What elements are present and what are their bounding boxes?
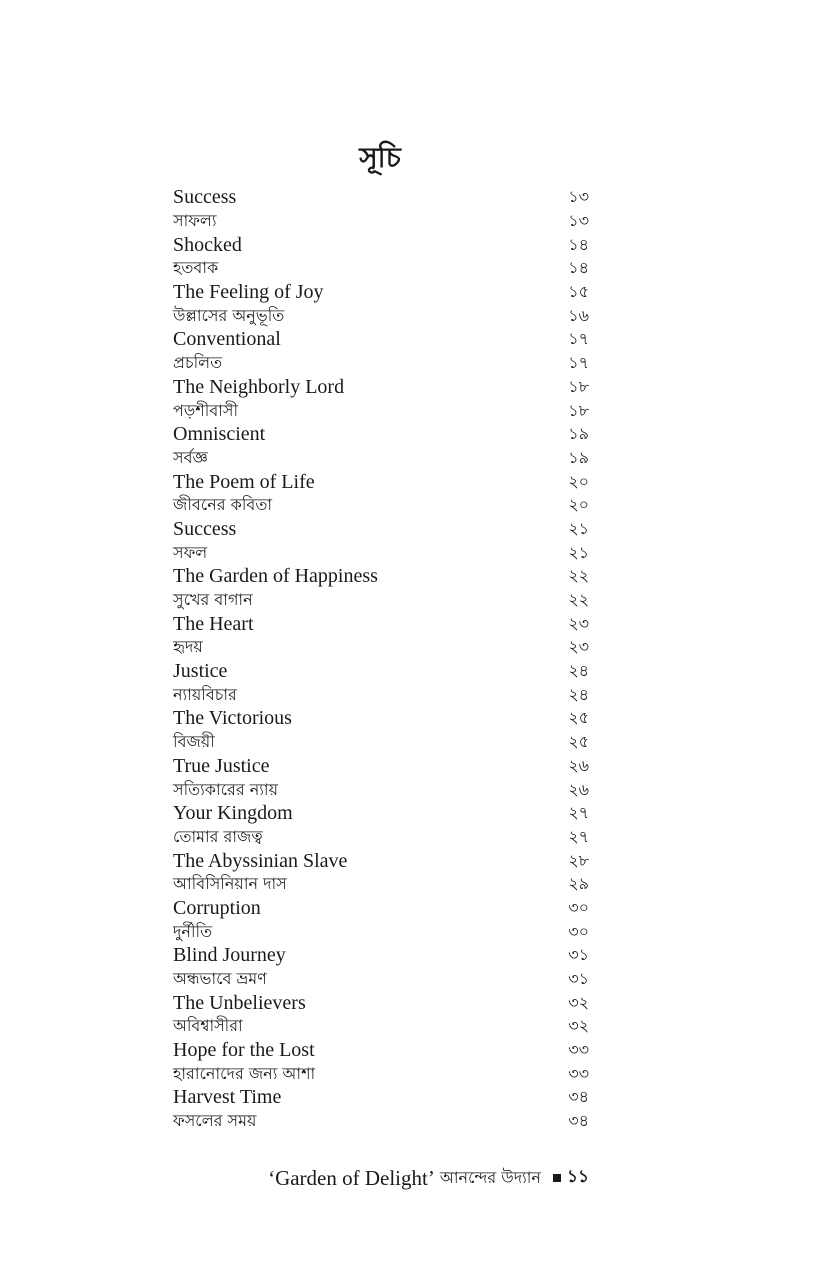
toc-entry-title: সফল bbox=[173, 542, 208, 562]
toc-entry bbox=[173, 897, 589, 921]
toc-entry bbox=[173, 304, 589, 328]
toc-entry-page: ২৮ bbox=[568, 850, 589, 870]
toc-entry-page: ২৩ bbox=[568, 637, 589, 657]
toc-entry bbox=[173, 1086, 589, 1110]
toc-entry-title: The Feeling of Joy bbox=[173, 281, 324, 304]
toc-entry bbox=[173, 1062, 589, 1086]
toc-entry bbox=[173, 802, 589, 826]
toc-entry-title: Justice bbox=[173, 660, 228, 683]
page-title: সূচি bbox=[359, 141, 401, 174]
toc-entry-title: Harvest Time bbox=[173, 1086, 282, 1109]
toc-entry-title: Conventional bbox=[173, 328, 281, 351]
toc-entry-page: ২১ bbox=[568, 518, 589, 538]
toc-entry-page: ১৬ bbox=[568, 305, 589, 325]
toc-entry-page: ১৪ bbox=[568, 258, 589, 278]
toc-entry-page: ৩১ bbox=[568, 969, 589, 989]
toc-entry-page: ২০ bbox=[568, 495, 589, 515]
toc-entry-page: ১৭ bbox=[568, 353, 589, 373]
toc-entry-title: ন্যায়বিচার bbox=[173, 684, 237, 704]
toc-entry-page: ১৩ bbox=[568, 211, 589, 231]
footer-square-icon bbox=[553, 1174, 561, 1182]
toc-entry-page: ২১ bbox=[568, 542, 589, 562]
toc-entry-title: আবিসিনিয়ান দাস bbox=[173, 874, 287, 894]
toc-entry-title: The Neighborly Lord bbox=[173, 375, 345, 398]
toc-entry-page: ২৯ bbox=[568, 874, 589, 894]
toc-entry-title: Success bbox=[173, 517, 237, 540]
toc-entry-title: Success bbox=[173, 186, 237, 209]
toc-entry bbox=[173, 494, 589, 518]
toc-entry-title: তোমার রাজত্ব bbox=[173, 826, 263, 846]
toc-entry-page: ২৭ bbox=[568, 826, 589, 846]
toc-entry-page: ৩৩ bbox=[568, 1063, 589, 1083]
toc-entry-page: ১৮ bbox=[568, 376, 589, 396]
toc-entry bbox=[173, 1110, 589, 1134]
toc-entry-page: ১৩ bbox=[568, 187, 589, 207]
toc-entry-title: The Garden of Happiness bbox=[173, 565, 378, 588]
page-footer bbox=[268, 1164, 589, 1192]
toc-entry bbox=[173, 565, 589, 589]
footer-book-title-bn: আনন্দের উদ্যান bbox=[439, 1167, 541, 1187]
toc-entry-page: ২২ bbox=[568, 590, 589, 610]
toc-entry-title: সাফল্য bbox=[173, 211, 217, 231]
toc-entry-page: ৩২ bbox=[568, 1016, 589, 1036]
toc-entry-page: ১৯ bbox=[568, 447, 589, 467]
toc-entry-title: Shocked bbox=[173, 233, 242, 256]
toc-entry-title: বিজয়ী bbox=[173, 732, 215, 752]
toc-entry-page: ২৫ bbox=[568, 708, 589, 728]
toc-entry-page: ৩৪ bbox=[568, 1087, 589, 1107]
toc-entry-page: ২২ bbox=[568, 566, 589, 586]
toc-entry bbox=[173, 399, 589, 423]
toc-entry-title: Blind Journey bbox=[173, 944, 286, 967]
toc-entry bbox=[173, 991, 589, 1015]
toc-entry-page: ২৪ bbox=[568, 661, 589, 681]
toc-entry-title: হারানোদের জন্য আশা bbox=[173, 1063, 316, 1083]
toc-entry bbox=[173, 328, 589, 352]
toc-entry bbox=[173, 731, 589, 755]
table-of-contents bbox=[173, 186, 589, 1134]
toc-entry bbox=[173, 281, 589, 305]
toc-entry-title: উল্লাসের অনুভূতি bbox=[173, 305, 285, 325]
toc-entry bbox=[173, 447, 589, 471]
toc-entry-title: ফসলের সময় bbox=[173, 1111, 257, 1131]
toc-entry-page: ১৯ bbox=[568, 424, 589, 444]
toc-entry bbox=[173, 210, 589, 234]
toc-entry-page: ৩০ bbox=[568, 897, 589, 917]
toc-entry bbox=[173, 707, 589, 731]
toc-entry bbox=[173, 186, 589, 210]
footer-page-number: ১১ bbox=[566, 1167, 589, 1187]
toc-entry-page: ৩০ bbox=[568, 921, 589, 941]
toc-entry bbox=[173, 352, 589, 376]
toc-entry-title: দুর্নীতি bbox=[173, 921, 213, 941]
toc-entry-title: Omniscient bbox=[173, 423, 266, 446]
toc-entry bbox=[173, 589, 589, 613]
toc-entry-title: The Abyssinian Slave bbox=[173, 849, 348, 872]
toc-entry bbox=[173, 968, 589, 992]
toc-entry bbox=[173, 612, 589, 636]
toc-entry bbox=[173, 920, 589, 944]
toc-entry bbox=[173, 1039, 589, 1063]
toc-entry-title: Corruption bbox=[173, 896, 261, 919]
toc-entry-title: Hope for the Lost bbox=[173, 1039, 315, 1062]
toc-entry bbox=[173, 660, 589, 684]
toc-entry-page: ১৫ bbox=[568, 282, 589, 302]
toc-entry bbox=[173, 470, 589, 494]
toc-entry-title: অবিশ্বাসীরা bbox=[173, 1016, 243, 1036]
toc-entry bbox=[173, 683, 589, 707]
toc-entry-page: ১৪ bbox=[568, 234, 589, 254]
toc-entry bbox=[173, 778, 589, 802]
toc-entry bbox=[173, 257, 589, 281]
toc-entry-page: ৩৩ bbox=[568, 1040, 589, 1060]
toc-entry-title: হতবাক bbox=[173, 258, 219, 278]
toc-entry bbox=[173, 518, 589, 542]
toc-entry-page: ১৭ bbox=[568, 329, 589, 349]
toc-entry bbox=[173, 1015, 589, 1039]
toc-entry bbox=[173, 849, 589, 873]
toc-entry-title: Your Kingdom bbox=[173, 802, 293, 825]
toc-entry-title: সুখের বাগান bbox=[173, 590, 253, 610]
toc-entry bbox=[173, 376, 589, 400]
toc-entry-title: সর্বজ্ঞ bbox=[173, 447, 208, 467]
footer-book-title-en: ‘Garden of Delight’ bbox=[268, 1165, 435, 1190]
toc-entry-page: ১৮ bbox=[568, 400, 589, 420]
toc-entry-page: ২০ bbox=[568, 471, 589, 491]
toc-entry bbox=[173, 541, 589, 565]
toc-entry-page: ৩৪ bbox=[568, 1111, 589, 1131]
toc-entry bbox=[173, 755, 589, 779]
toc-entry-title: The Victorious bbox=[173, 707, 292, 730]
toc-entry-title: হৃদয় bbox=[173, 637, 203, 657]
toc-entry-title: প্রচলিত bbox=[173, 353, 223, 373]
toc-entry-title: সত্যিকারের ন্যায় bbox=[173, 779, 278, 799]
toc-entry bbox=[173, 944, 589, 968]
toc-entry-page: ২৩ bbox=[568, 613, 589, 633]
toc-entry bbox=[173, 826, 589, 850]
toc-entry bbox=[173, 423, 589, 447]
toc-entry-title: True Justice bbox=[173, 754, 270, 777]
toc-entry-page: ২৫ bbox=[568, 732, 589, 752]
toc-entry-page: ৩২ bbox=[568, 992, 589, 1012]
toc-entry bbox=[173, 636, 589, 660]
toc-entry-page: ২৬ bbox=[568, 755, 589, 775]
toc-entry-title: The Heart bbox=[173, 612, 254, 635]
toc-entry bbox=[173, 873, 589, 897]
toc-entry-page: ৩১ bbox=[568, 945, 589, 965]
toc-entry-title: অন্ধভাবে ভ্রমণ bbox=[173, 969, 267, 989]
toc-entry-page: ২৪ bbox=[568, 684, 589, 704]
toc-entry-title: The Unbelievers bbox=[173, 991, 306, 1014]
toc-entry-page: ২৭ bbox=[568, 803, 589, 823]
toc-entry-page: ২৬ bbox=[568, 779, 589, 799]
toc-entry-title: জীবনের কবিতা bbox=[173, 495, 272, 515]
toc-entry-title: The Poem of Life bbox=[173, 470, 315, 493]
toc-entry-title: পড়শীবাসী bbox=[173, 400, 239, 420]
toc-entry bbox=[173, 233, 589, 257]
